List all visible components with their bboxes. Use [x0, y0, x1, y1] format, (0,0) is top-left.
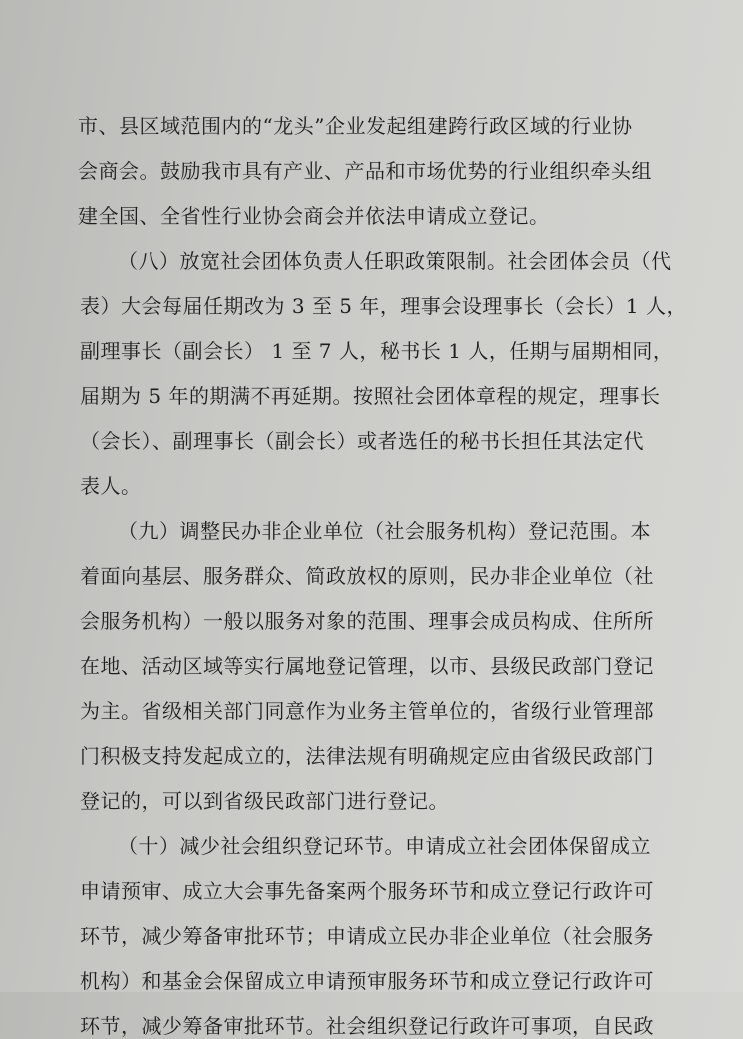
text-line: 着面向基层、服务群众、简政放权的原则，民办非企业单位（社	[80, 564, 654, 588]
text-line: 为主。省级相关部门同意作为业务主管单位的，省级行业管理部	[80, 699, 654, 723]
text-line: 副理事长（副会长） 1 至 7 人，秘书长 1 人，任期与届期相同，	[80, 339, 674, 363]
text-line: 会服务机构）一般以服务对象的范围、理事会成员构成、住所所	[80, 609, 654, 633]
text-line: 会商会。鼓励我市具有产业、产品和市场优势的行业组织牵头组	[78, 159, 652, 183]
text-line: （九）调整民办非企业单位（社会服务机构）登记范围。本	[118, 519, 651, 543]
text-line: 申请预审、成立大会事先备案两个服务环节和成立登记行政许可	[80, 879, 654, 903]
text-line: 门积极支持发起成立的，法律法规有明确规定应由省级民政部门	[80, 744, 654, 768]
text-line: （会长）、副理事长（副会长）或者选任的秘书长担任其法定代	[80, 429, 644, 453]
text-line: 环节，减少筹备审批环节。社会组织登记行政许可事项，自民政	[80, 1014, 654, 1038]
text-line: 届期为 5 年的期满不再延期。按照社会团体章程的规定，理事长	[80, 384, 661, 408]
text-line: 登记的，可以到省级民政部门进行登记。	[80, 789, 449, 813]
text-line: （十）减少社会组织登记环节。申请成立社会团体保留成立	[118, 834, 651, 858]
text-line: 市、县区域范围内的“龙头”企业发起组建跨行政区域的行业协	[78, 114, 633, 138]
text-line: 表）大会每届任期改为 3 至 5 年，理事会设理事长（会长）1 人，	[80, 294, 687, 318]
text-line: 机构）和基金会保留成立申请预审服务环节和成立登记行政许可	[80, 969, 654, 993]
text-line: 建全国、全省性行业协会商会并依法申请成立登记。	[78, 204, 550, 228]
text-line: 在地、活动区域等实行属地登记管理，以市、县级民政部门登记	[80, 654, 654, 678]
text-line: 表人。	[80, 474, 142, 498]
text-line: （八）放宽社会团体负责人任职政策限制。社会团体会员（代	[118, 249, 672, 273]
text-line: 环节，减少筹备审批环节；申请成立民办非企业单位（社会服务	[80, 924, 654, 948]
